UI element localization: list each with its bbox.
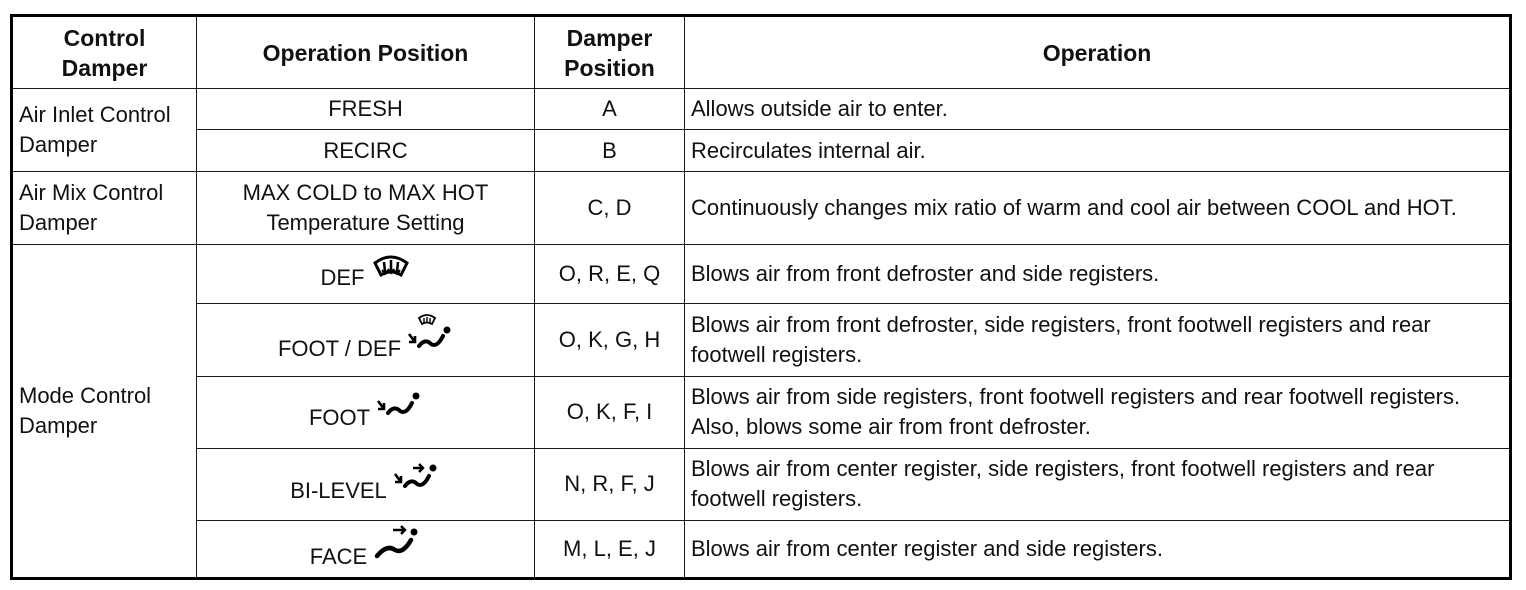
position-label: BI-LEVEL xyxy=(290,478,387,504)
operation-cell: Blows air from center register and side registers. xyxy=(685,520,1511,578)
table-row xyxy=(12,245,1511,304)
header-row xyxy=(12,16,1511,89)
operation-position-cell: RECIRC xyxy=(197,130,535,172)
operation-cell: Blows air from front defroster and side registers. xyxy=(685,245,1511,304)
foot-def-icon xyxy=(407,312,453,352)
operation-cell: Blows air from center register, side registers, front footwell registers and rear footwell registers. xyxy=(685,448,1511,520)
damper-position-cell: B xyxy=(535,130,685,172)
damper-position-cell: C, D xyxy=(535,172,685,245)
header-operation-position: Operation Position xyxy=(197,16,535,89)
table-row xyxy=(12,520,1511,578)
table-row xyxy=(12,89,1511,130)
table-row xyxy=(12,376,1511,448)
operation-position-cell: MAX COLD to MAX HOT Temperature Setting xyxy=(197,172,535,245)
damper-operation-table xyxy=(10,14,1512,580)
damper-position-cell: O, K, G, H xyxy=(535,304,685,376)
group-mode: Mode Control Damper xyxy=(12,245,197,579)
table-row xyxy=(12,304,1511,376)
table-row xyxy=(12,448,1511,520)
foot-icon xyxy=(376,387,422,421)
operation-position-cell xyxy=(197,376,535,448)
defroster-icon xyxy=(371,253,411,281)
operation-cell: Blows air from front defroster, side registers, front footwell registers and rear footwell registers. xyxy=(685,304,1511,376)
position-label: FACE xyxy=(309,543,368,569)
damper-position-cell: O, R, E, Q xyxy=(535,245,685,304)
operation-position-cell xyxy=(197,448,535,520)
header-control-damper: Control Damper xyxy=(12,16,197,89)
operation-cell: Recirculates internal air. xyxy=(685,130,1511,172)
damper-position-cell: N, R, F, J xyxy=(535,448,685,520)
operation-position-cell: FRESH xyxy=(197,89,535,130)
table-row xyxy=(12,130,1511,172)
damper-position-cell: O, K, F, I xyxy=(535,376,685,448)
position-label: FOOT xyxy=(308,405,371,431)
operation-position-cell xyxy=(197,520,535,578)
operation-cell: Allows outside air to enter. xyxy=(685,89,1511,130)
damper-position-cell: M, L, E, J xyxy=(535,520,685,578)
operation-position-cell xyxy=(197,245,535,304)
position-label: FOOT / DEF xyxy=(277,336,402,362)
damper-position-cell: A xyxy=(535,89,685,130)
bi-level-icon xyxy=(393,458,441,494)
group-air-mix: Air Mix Control Damper xyxy=(12,172,197,245)
face-icon xyxy=(373,522,421,560)
header-damper-position: Damper Position xyxy=(535,16,685,89)
header-operation: Operation xyxy=(685,16,1511,89)
operation-position-cell xyxy=(197,304,535,376)
position-label: DEF xyxy=(320,265,365,291)
operation-cell: Blows air from side registers, front footwell registers and rear footwell registers. Also, blows some air from front defroster. xyxy=(685,376,1511,448)
table-row xyxy=(12,172,1511,245)
operation-cell: Continuously changes mix ratio of warm and cool air between COOL and HOT. xyxy=(685,172,1511,245)
group-air-inlet: Air Inlet Control Damper xyxy=(12,89,197,172)
